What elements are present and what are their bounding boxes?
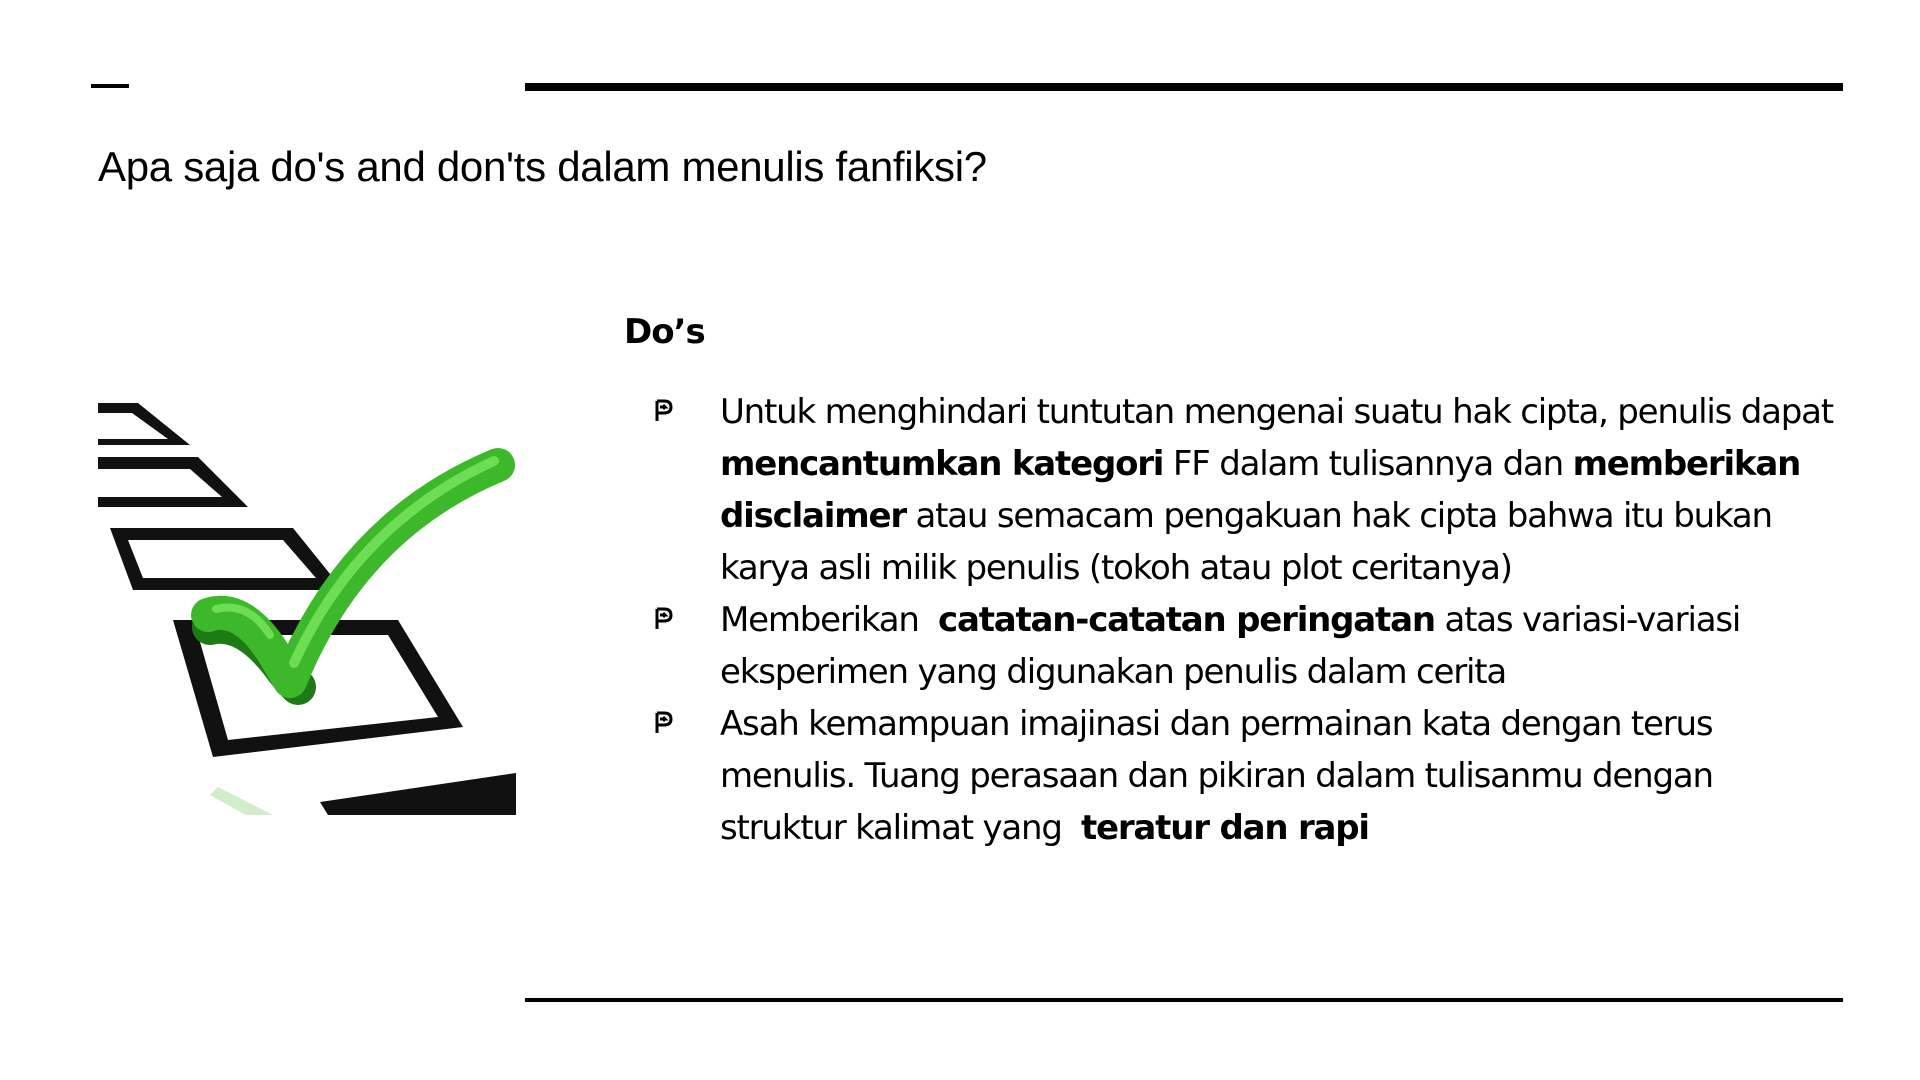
item-text: atau semacam pengakuan hak cipta bahwa itu bukan karya asli milik penulis (tokoh atau plot ceritanya) bbox=[720, 496, 1772, 588]
slide-title: Apa saja do's and don'ts dalam menulis fanfiksi? bbox=[98, 143, 987, 190]
pilcrow-arrow-icon bbox=[654, 605, 674, 633]
dos-section bbox=[624, 312, 1833, 854]
list-item bbox=[624, 698, 1840, 854]
top-rule bbox=[525, 83, 1843, 91]
pilcrow-arrow-icon bbox=[654, 397, 674, 425]
section-heading: Do’s bbox=[624, 312, 705, 352]
item-text: Untuk menghindari tuntutan mengenai suatu hak cipta, penulis dapat bbox=[720, 392, 1833, 432]
list-item bbox=[624, 594, 1840, 698]
item-emphasis: catatan-catatan peringatan bbox=[938, 600, 1435, 640]
list-item bbox=[624, 386, 1840, 594]
bottom-rule bbox=[525, 998, 1843, 1002]
item-text: Memberikan bbox=[720, 600, 938, 640]
item-emphasis: memberikan disclaimer bbox=[720, 444, 1801, 536]
checklist-checkmark-icon bbox=[98, 395, 516, 815]
item-emphasis: mencantumkan kategori bbox=[720, 444, 1164, 484]
item-text: Asah kemampuan imajinasi dan permainan kata dengan terus menulis. Tuang perasaan dan pikiran dalam tulisanmu dengan struktur kalimat yang bbox=[720, 704, 1723, 848]
dos-list bbox=[624, 386, 1833, 854]
decorative-dash bbox=[91, 84, 129, 88]
item-emphasis: teratur dan rapi bbox=[1080, 808, 1369, 848]
pilcrow-arrow-icon bbox=[654, 709, 674, 737]
item-text: FF dalam tulisannya dan bbox=[1163, 444, 1573, 484]
item-text: atas variasi-variasi eksperimen yang digunakan penulis dalam cerita bbox=[720, 600, 1741, 692]
